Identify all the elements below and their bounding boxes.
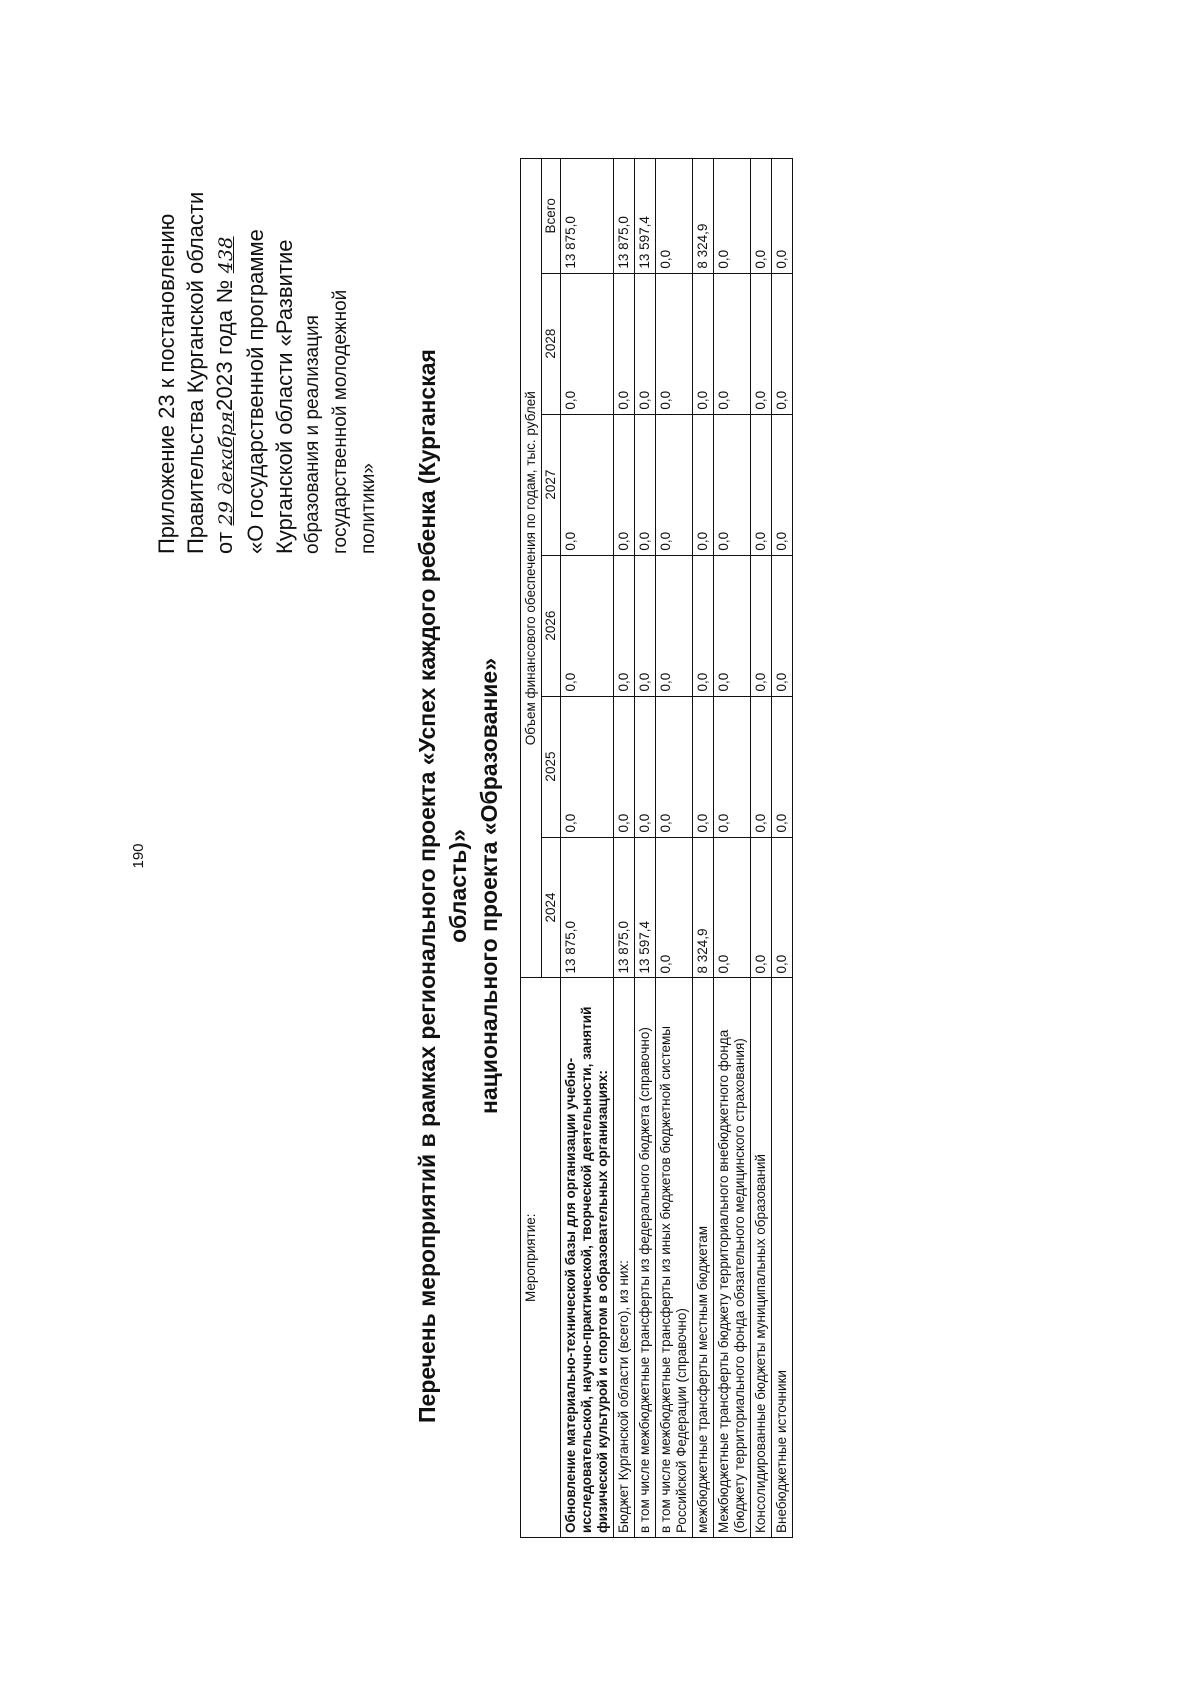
- cell-value: 0,0: [635, 414, 656, 555]
- title-line-1: Перечень мероприятий в рамках регионального проекта «Успех каждого ребенка (Курганская область)»: [414, 349, 471, 1423]
- program-line-1: «О государственной программе: [243, 229, 268, 554]
- cell-value: 0,0: [614, 414, 635, 555]
- cell-value: 0,0: [751, 696, 772, 837]
- cell-value: 0,0: [772, 414, 793, 555]
- row-name: Консолидированные бюджеты муниципальных образований: [751, 978, 772, 1538]
- program-line-2: Курганской области «Развитие: [272, 239, 297, 554]
- cell-value: 0,0: [714, 837, 751, 978]
- approval-line-1: Приложение 23 к постановлению: [154, 213, 179, 554]
- table-header-row: [521, 159, 542, 1538]
- table-row: [772, 159, 793, 1538]
- approval-block: [152, 84, 383, 554]
- table-row: [751, 159, 772, 1538]
- header-event: Мероприятие:: [521, 978, 561, 1538]
- cell-value: 0,0: [772, 696, 793, 837]
- table-row: [693, 159, 714, 1538]
- cell-value: 0,0: [693, 555, 714, 696]
- cell-value: 0,0: [561, 555, 614, 696]
- cell-value: 0,0: [751, 414, 772, 555]
- header-year: 2024: [542, 837, 561, 978]
- table-row: [656, 159, 693, 1538]
- cell-total: 13 597,4: [635, 159, 656, 274]
- cell-value: 0,0: [614, 273, 635, 414]
- program-line-4: государственной молодежной: [330, 289, 351, 554]
- cell-value: 0,0: [693, 273, 714, 414]
- funding-table: [520, 158, 793, 1538]
- cell-value: 0,0: [772, 837, 793, 978]
- header-total: Всего: [542, 159, 561, 274]
- table-row: [714, 159, 751, 1538]
- cell-value: 0,0: [656, 696, 693, 837]
- cell-total: 0,0: [714, 159, 751, 274]
- cell-value: 0,0: [561, 696, 614, 837]
- program-line-3: образования и реализация: [302, 315, 323, 554]
- cell-value: 13 875,0: [614, 837, 635, 978]
- cell-total: 0,0: [772, 159, 793, 274]
- cell-value: 0,0: [635, 555, 656, 696]
- row-name: Обновление материально-технической базы для организации учебно-исследовательской, научно-практической, творческой деятельности, занятий физической культурой и спортом в образовательных организациях:: [561, 978, 614, 1538]
- page-number: 190: [130, 843, 147, 869]
- row-name: Бюджет Курганской области (всего), из них:: [614, 978, 635, 1538]
- cell-value: 0,0: [656, 414, 693, 555]
- cell-total: 13 875,0: [561, 159, 614, 274]
- cell-value: 0,0: [751, 273, 772, 414]
- cell-value: 0,0: [751, 555, 772, 696]
- cell-value: 0,0: [772, 273, 793, 414]
- cell-total: 0,0: [751, 159, 772, 274]
- cell-total: 13 875,0: [614, 159, 635, 274]
- header-year: 2025: [542, 696, 561, 837]
- cell-value: 0,0: [656, 273, 693, 414]
- header-year: 2027: [542, 414, 561, 555]
- cell-value: 0,0: [772, 555, 793, 696]
- approval-date-line: [210, 84, 241, 554]
- cell-value: 0,0: [693, 414, 714, 555]
- cell-value: 0,0: [714, 555, 751, 696]
- handwritten-number: 438: [215, 236, 237, 274]
- cell-value: 0,0: [693, 696, 714, 837]
- row-name: в том числе межбюджетные трансферты из иных бюджетов бюджетной системы Российской Федерации (справочно): [656, 978, 693, 1538]
- date-suffix: 2023 года №: [212, 279, 237, 411]
- header-funding: Объем финансового обеспечения по годам, тыс. рублей: [521, 159, 542, 978]
- table-row: [635, 159, 656, 1538]
- cell-value: 0,0: [714, 414, 751, 555]
- cell-value: 0,0: [635, 696, 656, 837]
- cell-value: 0,0: [751, 837, 772, 978]
- cell-value: 0,0: [714, 273, 751, 414]
- header-year: 2028: [542, 273, 561, 414]
- row-name: Внебюджетные источники: [772, 978, 793, 1538]
- cell-total: 8 324,9: [693, 159, 714, 274]
- cell-value: 13 875,0: [561, 837, 614, 978]
- cell-value: 13 597,4: [635, 837, 656, 978]
- handwritten-date: 29 декабря: [215, 410, 237, 526]
- cell-value: 0,0: [561, 414, 614, 555]
- table-row: [614, 159, 635, 1538]
- cell-value: 8 324,9: [693, 837, 714, 978]
- cell-value: 0,0: [656, 837, 693, 978]
- cell-value: 0,0: [656, 555, 693, 696]
- title-line-2: национального проекта «Образование»: [476, 658, 502, 1115]
- table-row: [561, 159, 614, 1538]
- row-name: межбюджетные трансферты местным бюджетам: [693, 978, 714, 1538]
- program-line-5: политики»: [358, 463, 379, 554]
- header-year: 2026: [542, 555, 561, 696]
- approval-line-2: Правительства Курганской области: [183, 191, 208, 554]
- cell-value: 0,0: [714, 696, 751, 837]
- row-name: Межбюджетные трансферты бюджету территориального внебюджетного фонда (бюджету территориального фонда обязательного медицинского страхования): [714, 978, 751, 1538]
- cell-total: 0,0: [656, 159, 693, 274]
- cell-value: 0,0: [614, 555, 635, 696]
- cell-value: 0,0: [614, 696, 635, 837]
- cell-value: 0,0: [561, 273, 614, 414]
- row-name: в том числе межбюджетные трансферты из федерального бюджета (справочно): [635, 978, 656, 1538]
- cell-value: 0,0: [635, 273, 656, 414]
- date-prefix: от: [212, 531, 237, 554]
- document-title: [412, 306, 505, 1466]
